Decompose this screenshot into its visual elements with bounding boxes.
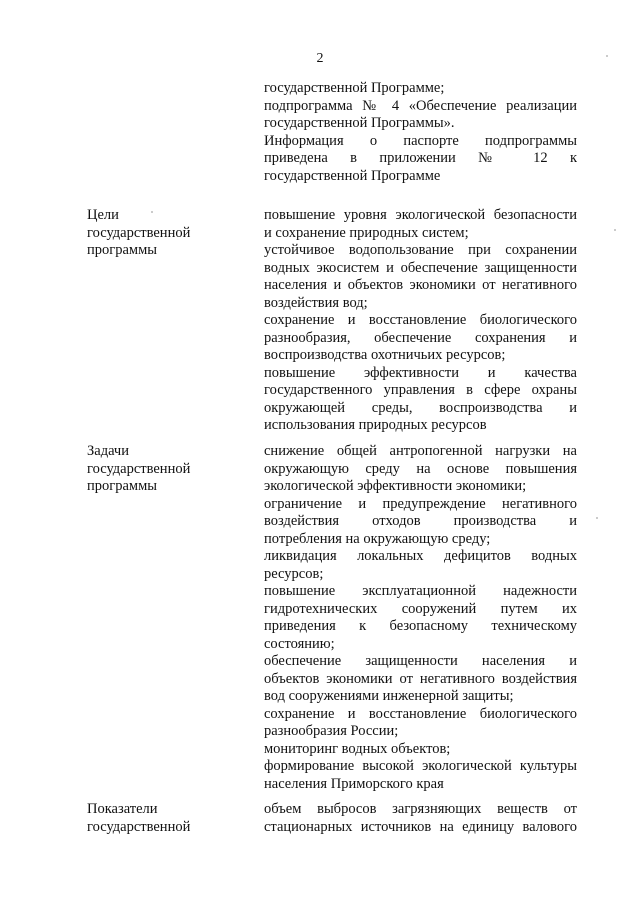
tasks-text-line: окружающую среду на основе повышения <box>264 460 577 477</box>
indicators-text-line: стационарных источников на единицу валового <box>264 818 577 835</box>
tasks-text-line: потребления на окружающую среду; <box>264 530 491 547</box>
goals-text-line: повышение уровня экологической безопасности <box>264 207 577 223</box>
goals-text-line: использования природных ресурсов <box>264 417 487 433</box>
tasks-text-line: повышение эксплуатационной надежности <box>264 583 577 599</box>
goals-text-line: водных экосистем и обеспечение защищенности <box>264 259 577 276</box>
intro-text-line: государственной Программе; <box>264 80 445 96</box>
tasks-text-line: снижение общей антропогенной нагрузки на <box>264 443 577 459</box>
tasks-text-line: воздействия отходов производства и <box>264 513 577 529</box>
goals-text-line: разнообразия, обеспечение сохранения и <box>264 329 577 346</box>
tasks-text-line: формирование высокой экологической культуры <box>264 758 577 774</box>
goals-label <box>87 207 237 260</box>
goals-text-line: воспроизводства охотничьих ресурсов; <box>264 347 506 363</box>
intro-text-line: приведена в приложении № 12 к <box>264 150 577 166</box>
tasks-text-line: экологической эффективности экономики; <box>264 478 527 494</box>
indicators-text-line: объем выбросов загрязняющих веществ от <box>264 801 577 817</box>
intro-text-line: государственной Программы». <box>264 115 455 131</box>
goals-text-line: и сохранение природных систем; <box>264 224 469 241</box>
indicators-label-line: государственной <box>87 818 191 835</box>
goals-text-line: повышение эффективности и качества <box>264 364 577 381</box>
tasks-text-line: населения Приморского края <box>264 775 444 792</box>
tasks-text-line: приведения к безопасному техническому <box>264 618 577 634</box>
tasks-text-line: мониторинг водных объектов; <box>264 740 451 757</box>
goals-text-line: государственного управления в сфере охраны <box>264 382 577 398</box>
tasks-text-line: обеспечение защищенности населения и <box>264 653 577 669</box>
intro-text-line: государственной Программе <box>264 167 441 184</box>
goals-text-line: окружающей среды, воспроизводства и <box>264 399 577 416</box>
tasks-text-line: ликвидация локальных дефицитов водных <box>264 548 577 564</box>
tasks-text-line: разнообразия России; <box>264 723 399 739</box>
scan-speck <box>596 517 598 519</box>
tasks-label-line: государственной <box>87 460 191 477</box>
tasks-text-line: объектов экономики от негативного воздействия <box>264 670 577 687</box>
tasks-text-line: ограничение и предупреждение негативного <box>264 495 577 512</box>
tasks-label-line: программы <box>87 478 157 494</box>
goals-text-line: сохранение и восстановление биологического <box>264 312 577 328</box>
intro-text-line: подпрограмма № 4 «Обеспечение реализации <box>264 97 577 114</box>
tasks-text-line: ресурсов; <box>264 565 324 582</box>
indicators-text <box>264 801 577 836</box>
goals-text-line: воздействия вод; <box>264 294 368 311</box>
indicators-label <box>87 801 237 836</box>
tasks-text-line: гидротехнических сооружений путем их <box>264 600 577 617</box>
tasks-text-line: вод сооружениями инженерной защиты; <box>264 688 514 704</box>
scan-speck <box>614 229 616 231</box>
goals-text-line: устойчивое водопользование при сохранении <box>264 242 577 258</box>
goals-text <box>264 207 577 435</box>
scan-speck <box>151 211 153 213</box>
indicators-label-line: Показатели <box>87 801 158 817</box>
tasks-text <box>264 443 577 793</box>
tasks-label-line: Задачи <box>87 443 129 459</box>
goals-text-line: населения и объектов экономики от негативного <box>264 277 577 293</box>
page-number: 2 <box>316 51 324 66</box>
tasks-label <box>87 443 237 496</box>
goals-label-line: государственной <box>87 224 191 241</box>
goals-label-line: программы <box>87 242 157 258</box>
goals-label-line: Цели <box>87 207 119 223</box>
tasks-text-line: состоянию; <box>264 635 335 652</box>
intro-text-line: Информация о паспорте подпрограммы <box>264 132 577 149</box>
intro-continuation-text <box>264 80 577 185</box>
scan-speck <box>606 55 608 57</box>
tasks-text-line: сохранение и восстановление биологического <box>264 705 577 722</box>
